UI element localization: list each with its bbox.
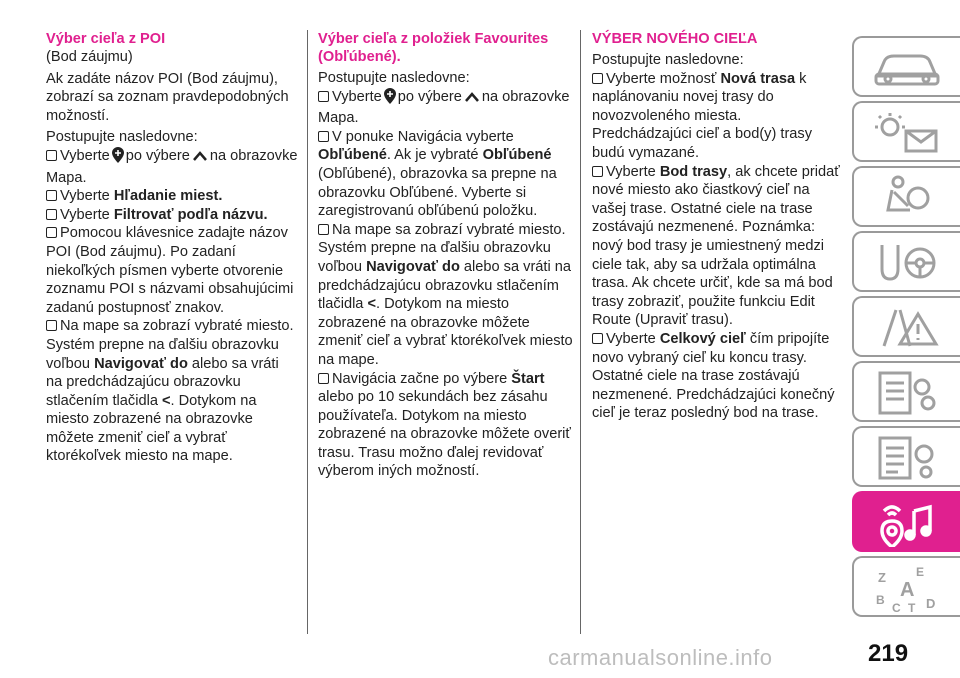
destination-icon xyxy=(112,147,124,169)
index-letter: E xyxy=(916,565,925,579)
tab-maintenance[interactable] xyxy=(852,361,960,422)
section-heading-new-destination: VÝBER NOVÉHO CIEĽA xyxy=(592,31,758,47)
paragraph-intro: Ak zadáte názov POI (Bod záujmu), zobrazí sa zoznam pravdepodobných možností. xyxy=(46,70,289,124)
step-bullet-icon xyxy=(592,166,603,177)
step-bullet-icon xyxy=(46,190,57,201)
step-bullet-icon xyxy=(318,131,329,142)
paragraph-procedure: Postupujte nasledovne: xyxy=(46,129,198,146)
section-subheading-poi: (Bod záujmu) xyxy=(46,49,133,65)
index-letter: C xyxy=(892,601,901,612)
column-new-destination xyxy=(592,30,840,423)
step-bullet-icon xyxy=(592,333,603,344)
paragraph-procedure: Postupujte nasledovne: xyxy=(592,52,744,68)
step-1: Vyberte po výbere na obrazovke Mapa. xyxy=(318,88,570,127)
seatbelt-airbag-icon xyxy=(870,174,946,222)
tab-technical-data[interactable] xyxy=(852,426,960,487)
step-bullet-icon xyxy=(318,91,329,102)
column-poi xyxy=(46,30,298,466)
service-gears-icon xyxy=(870,369,946,417)
warning-lights-icon xyxy=(870,109,946,157)
step-1: Vyberte po výbere na obrazovke Mapa. xyxy=(46,147,298,186)
step-4: Pomocou klávesnice zadajte názov POI (Bod záujmu). Po zadaní niekoľkých písmen vyberte otvorenie zoznamu POI s názvami obsahujúcimi zadanú postupnosť znakov. xyxy=(46,225,294,316)
index-letter: T xyxy=(908,601,916,612)
column-divider xyxy=(580,30,581,634)
step-bullet-icon xyxy=(318,224,329,235)
index-letter: Z xyxy=(878,570,886,585)
watermark: carmanualsonline.info xyxy=(548,645,773,670)
index-letter: D xyxy=(926,596,936,611)
step-5: Na mape sa zobrazí vybraté miesto. Systém prepne na ďalšiu obrazovku voľbou Navigovať do alebo sa vráti na predchádzajúcu obrazovku stlačením tlačidla <. Dotykom na miesto zobrazené na obrazovke môžete zmeniť cieľ a vybrať ktorékoľvek miesto na mape. xyxy=(46,318,294,465)
step-2: V ponuke Navigácia vyberte Obľúbené. Ak je vybraté Obľúbené (Obľúbené), obrazovka sa prepne na obrazovku Obľúbené. Vyberte si zaregistrovanú obľúbenú položku. xyxy=(318,128,557,220)
car-icon xyxy=(870,44,946,92)
tab-car[interactable] xyxy=(852,36,960,97)
tab-start-drive[interactable] xyxy=(852,231,960,292)
tab-warning-lights[interactable] xyxy=(852,101,960,162)
section-heading-favourites: Výber cieľa z položiek Favourites (Obľúbené). xyxy=(318,31,549,65)
step-2: Vyberte Bod trasy, ak chcete pridať nové miesto ako čiastkový cieľ na vašej trase. Ostatné ciele na trase zostávajú nezmenené. Poznámka: nový bod trasy je umiestnený medzi ciele tak, aby sa udržala optimálna trasa. Ak chcete určiť, kde sa má bod trasy zobraziť, použite funkciu Edit Route (Upraviť trasu). xyxy=(592,163,840,329)
destination-icon xyxy=(384,88,396,110)
step-4: Navigácia začne po výbere Štart alebo po 10 sekundách bez zásahu používateľa. Dotykom na miesto zobrazené na obrazovke môžete overiť trasu. Trasu možno ďalej revidovať výberom iných možností. xyxy=(318,370,571,480)
multimedia-icon xyxy=(870,499,946,547)
steering-key-icon xyxy=(870,239,946,287)
technical-gears-icon xyxy=(870,434,946,482)
road-warning-icon xyxy=(870,304,946,352)
step-3: Vyberte Filtrovať podľa názvu. xyxy=(46,206,298,225)
step-3: Na mape sa zobrazí vybraté miesto. Systém prepne na ďalšiu obrazovku voľbou Navigovať do alebo sa vráti na predchádzajúcu obrazovku stlačením tlačidla <. Dotykom na miesto zobrazené na obrazovke môžete zmeniť cieľ a vybrať ktorékoľvek miesto na mape. xyxy=(318,221,573,368)
column-favourites xyxy=(318,30,573,481)
step-bullet-icon xyxy=(318,373,329,384)
chevron-up-icon xyxy=(464,90,480,110)
index-letter: A xyxy=(900,579,915,601)
tab-emergency[interactable] xyxy=(852,296,960,357)
section-heading-poi: Výber cieľa z POI xyxy=(46,31,166,47)
step-3: Vyberte Celkový cieľ čím pripojíte novo vybraný cieľ ku koncu trasy. Ostatné ciele na trase zostávajú nezmenené. Predchádzajúci konečný cieľ je teraz posledný bod na trase. xyxy=(592,330,835,422)
step-bullet-icon xyxy=(46,320,57,331)
tab-safety[interactable] xyxy=(852,166,960,227)
step-bullet-icon xyxy=(46,150,57,161)
column-divider xyxy=(307,30,308,634)
chevron-up-icon xyxy=(192,149,208,169)
step-bullet-icon xyxy=(46,209,57,220)
paragraph-procedure: Postupujte nasledovne: xyxy=(318,70,470,86)
alphabet-index-icon xyxy=(870,564,946,612)
step-bullet-icon xyxy=(46,227,57,238)
index-letter: B xyxy=(876,593,885,607)
tab-index[interactable] xyxy=(852,556,960,617)
step-1: Vyberte možnosť Nová trasa k naplánovaniu novej trasy do novozvoleného miesta. Predchádzajúci cieľ a bod(y) trasy budú vymazané. xyxy=(592,70,813,161)
step-2: Vyberte Hľadanie miest. xyxy=(46,187,298,206)
step-bullet-icon xyxy=(592,73,603,84)
tab-multimedia[interactable] xyxy=(852,491,960,552)
page-number: 219 xyxy=(868,640,909,667)
